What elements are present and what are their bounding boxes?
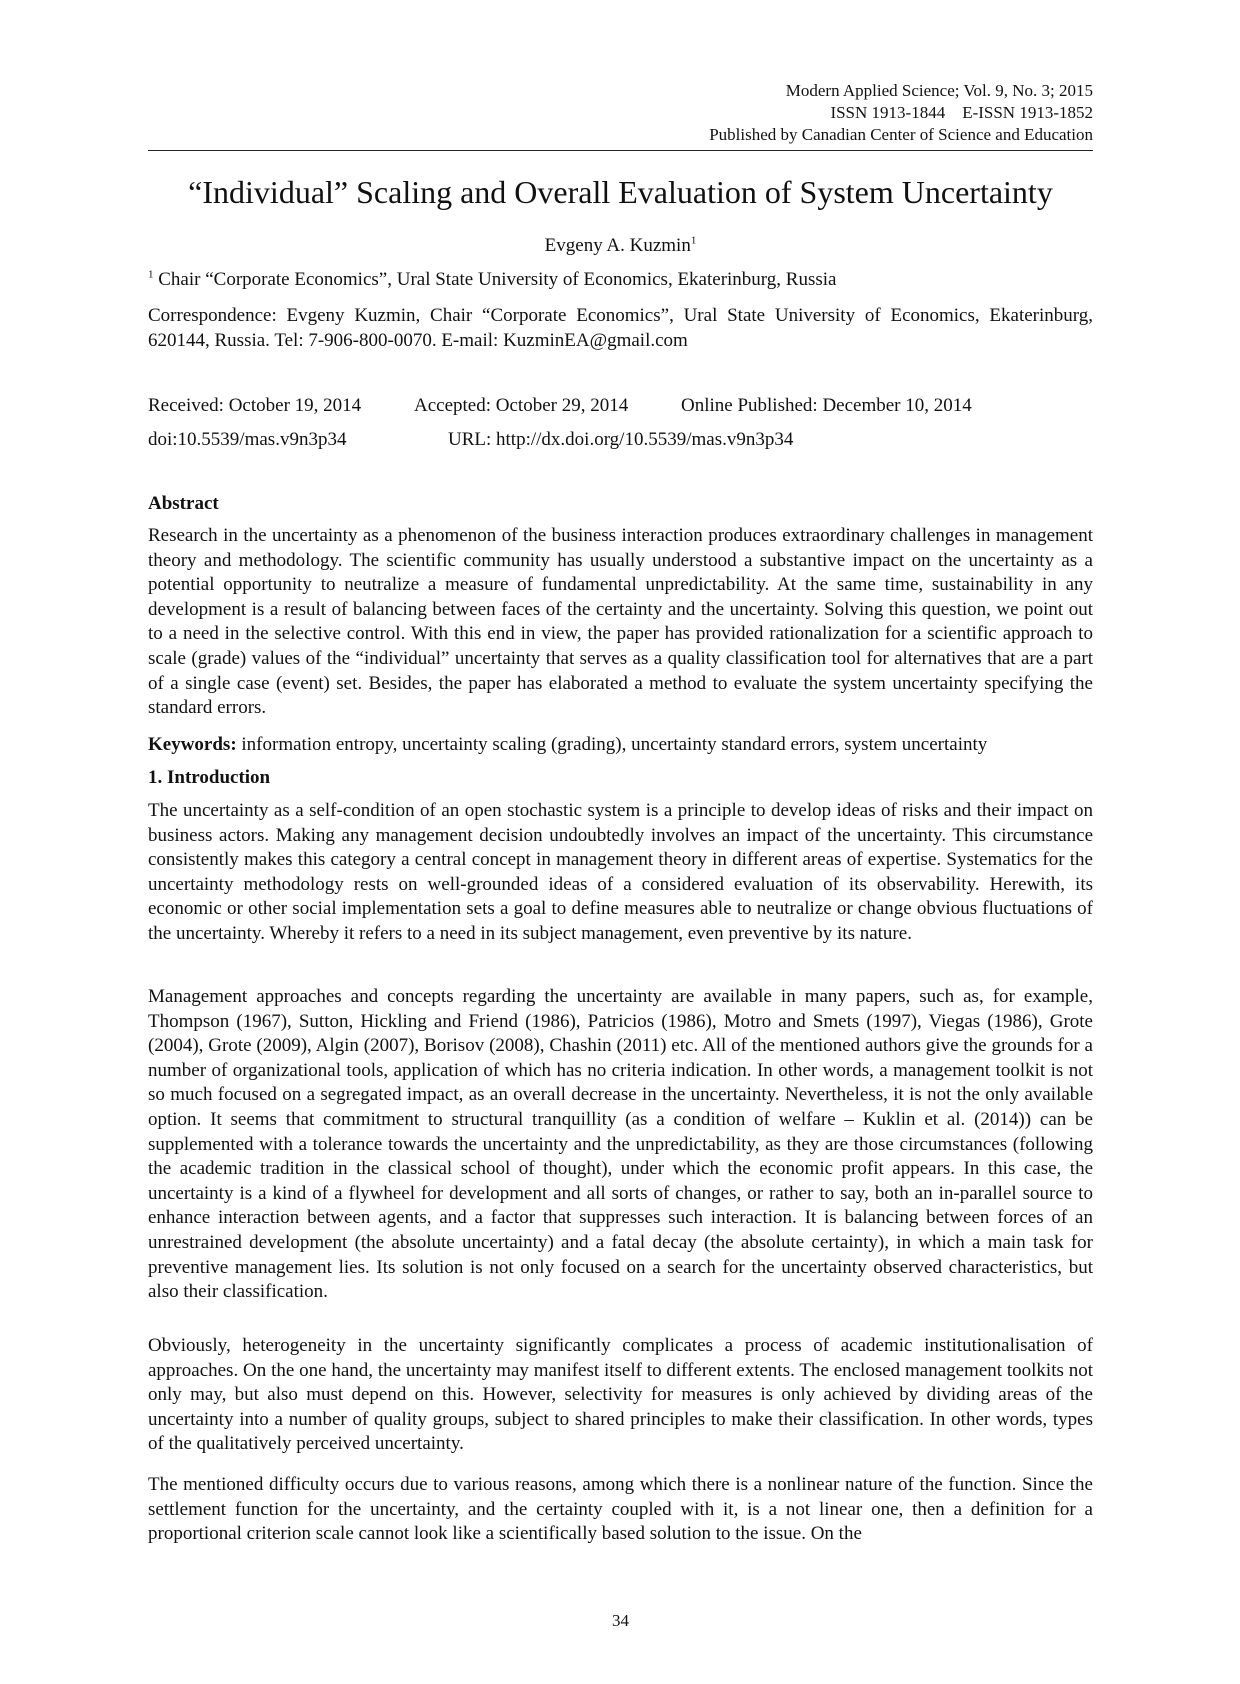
intro-paragraph-2: Management approaches and concepts regarding the uncertainty are available in many papers, such as, for example, Thompson (1967), Sutton, Hickling and Friend (1986), Patricios (1986), Motro and Smets (1997), Viegas (1986), Grote (2004), Grote (2009), Algin (2007), Borisov (2008), Chashin (2011) etc. All of the mentioned authors give the grounds for a number of organizational tools, application of which has no criteria indication. In other words, a management toolkit is not so much focused on a segregated impact, as an overall decrease in the uncertainty. Nevertheless, it is not the only available option. It seems that commitment to structural tranquillity (as a condition of welfare – Kuklin et al. (2014)) can be supplemented with a tolerance towards the uncertainty and the unpredictability, as they are those circumstances (following the academic tradition in the classical school of thought), under which the economic profit appears. In this case, the uncertainty is a kind of a flywheel for development and all sorts of changes, or rather to say, both an in-parallel source to enhance interaction between agents, and a factor that suppresses such interaction. It is balancing between forces of an unrestrained development (the absolute uncertainty) and a fatal decay (the absolute certainty), in which a main task for preventive management lies. Its solution is not only focused on a search for the uncertainty observed characteristics, but also their classification. <box>148 986 1093 1303</box>
publisher-line: Published by Canadian Center of Science and Education <box>709 125 1093 144</box>
running-head <box>709 80 1093 146</box>
published-date: Online Published: December 10, 2014 <box>681 395 972 416</box>
affiliation-marker: 1 <box>148 268 154 281</box>
intro-paragraph-3: Obviously, heterogeneity in the uncertainty significantly complicates a process of academic institutionalisation of approaches. On the one hand, the uncertainty may manifest itself to different extents. The enclosed management toolkits not only may, but also must depend on this. However, selectivity for measures is only achieved by dividing areas of the uncertainty into a number of quality groups, subject to shared principles to make their classification. In other words, types of the qualitatively perceived uncertainty. <box>148 1335 1093 1455</box>
journal-citation: Modern Applied Science; Vol. 9, No. 3; 2015 <box>785 81 1093 100</box>
paper-page <box>148 0 1093 1684</box>
abstract-text: Research in the uncertainty as a phenomenon of the business interaction produces extraordinary challenges in management theory and methodology. The scientific community has usually understood a substantive impact on the uncertainty as a potential opportunity to neutralize a measure of fundamental unpredictability. At the same time, sustainability in any development is a result of balancing between faces of the certainty and the uncertainty. Solving this question, we point out to a need in the selective control. With this end in view, the paper has provided rationalization for a scientific approach to scale (grade) values of the “individual” uncertainty that serves as a quality classification tool for alternatives that are a part of a single case (event) set. Besides, the paper has elaborated a method to evaluate the system uncertainty specifying the standard errors. <box>148 525 1093 719</box>
header-divider <box>148 150 1093 151</box>
paper-title: “Individual” Scaling and Overall Evaluation of System Uncertainty <box>188 174 1053 210</box>
accepted-date: Accepted: October 29, 2014 <box>414 395 629 416</box>
issn-line: ISSN 1913-1844 E-ISSN 1913-1852 <box>830 103 1093 122</box>
affiliation-text: Chair “Corporate Economics”, Ural State University of Economics, Ekaterinburg, Russia <box>158 269 837 290</box>
author-affiliation-marker: 1 <box>690 234 697 247</box>
page-number: 34 <box>612 1611 629 1630</box>
introduction-heading: 1. Introduction <box>148 767 271 788</box>
intro-paragraph-4: The mentioned difficulty occurs due to various reasons, among which there is a nonlinear nature of the function. Since the settlement function for the uncertainty, and the certainty coupled with it, is a not linear one, then a definition for a proportional criterion scale cannot look like a scientifically based solution to the issue. On the <box>148 1474 1093 1545</box>
affiliation <box>148 268 1093 292</box>
received-date: Received: October 19, 2014 <box>148 395 362 416</box>
author-line <box>148 234 1093 258</box>
correspondence: Correspondence: Evgeny Kuzmin, Chair “Corporate Economics”, Ural State University of Economics, Ekaterinburg, 620144, Russia. Tel: 7-906-800-0070. E-mail: KuzminEA@gmail.com <box>148 305 1093 351</box>
intro-paragraph-1: The uncertainty as a self-condition of an open stochastic system is a principle to develop ideas of risks and their impact on business actors. Making any management decision undoubtedly involves an impact of the uncertainty. This circumstance consistently makes this category a central concept in management theory in different areas of expertise. Systematics for the uncertainty methodology rests on well-grounded ideas of a considered evaluation of its observability. Herewith, its economic or other social implementation sets a goal to define measures able to neutralize or change obvious fluctuations of the uncertainty. Whereby it refers to a need in its subject management, even preventive by its nature. <box>148 800 1093 944</box>
author-name: Evgeny A. Kuzmin <box>544 235 691 256</box>
keywords-text: information entropy, uncertainty scaling (grading), uncertainty standard errors, system uncertainty <box>236 734 988 755</box>
doi: doi:10.5539/mas.v9n3p34 <box>148 429 347 450</box>
keywords-label: Keywords: <box>148 734 237 755</box>
abstract-heading: Abstract <box>148 493 219 514</box>
doi-url[interactable]: URL: http://dx.doi.org/10.5539/mas.v9n3p34 <box>448 429 794 450</box>
keywords <box>148 733 1093 757</box>
